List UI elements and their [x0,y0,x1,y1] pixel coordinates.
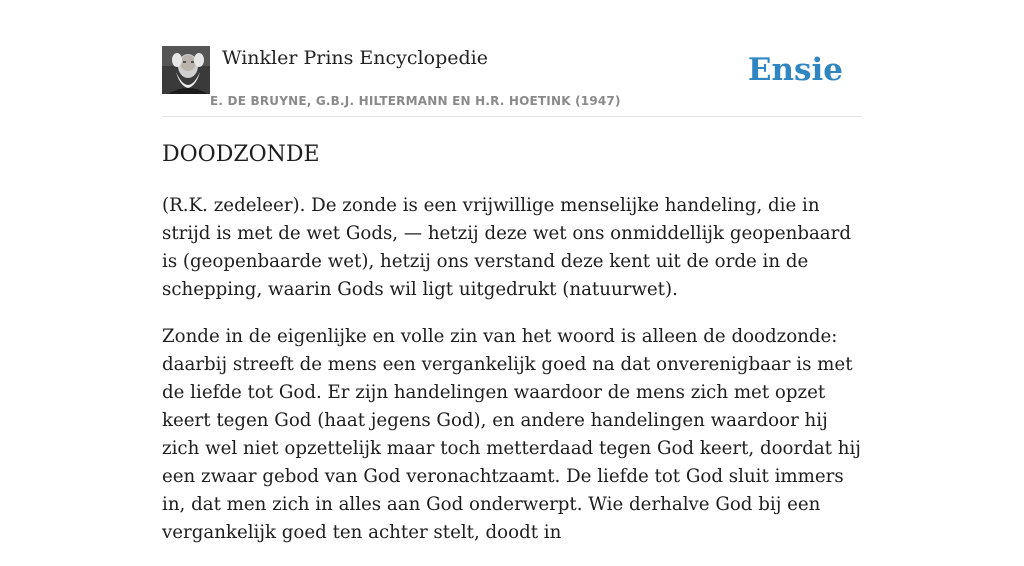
source-header [162,46,862,117]
source-authors: E. DE BRUYNE, G.B.J. HILTERMANN EN H.R. HOETINK (1947) [210,94,621,108]
source-avatar[interactable] [162,46,210,94]
entry-title: DOODZONDE [162,142,320,167]
entry-paragraph: (R.K. zedeleer). De zonde is een vrijwillige menselijke handeling, die in strijd is met de wet Gods, — hetzij deze wet ons onmiddellijk geopenbaard is (geopenbaarde wet), hetzij ons verstand deze kent uit de orde in de schepping, waarin Gods wil ligt uitgedrukt (natuurwet). [162,195,851,300]
portrait-icon [162,46,210,94]
brand-logo[interactable]: Ensie [747,52,843,88]
entry-body [162,192,862,566]
source-title[interactable]: Winkler Prins Encyclopedie [222,47,488,69]
entry-paragraph: Zonde in de eigenlijke en volle zin van het woord is alleen de doodzonde: daarbij streeft de mens een vergankelijk goed na dat onverenigbaar is met de liefde tot God. Er zijn handelingen waardoor de mens zich met opzet keert tegen God (haat jegens God), en andere handelingen waardoor hij zich wel niet opzettelijk maar toch metterdaad tegen God keert, doordat hij een zwaar gebod van God veronachtzaamt. De liefde tot God sluit immers in, dat men zich in alles aan God onderwerpt. Wie derhalve God bij een vergankelijk goed ten achter stelt, doodt in [162,326,861,543]
